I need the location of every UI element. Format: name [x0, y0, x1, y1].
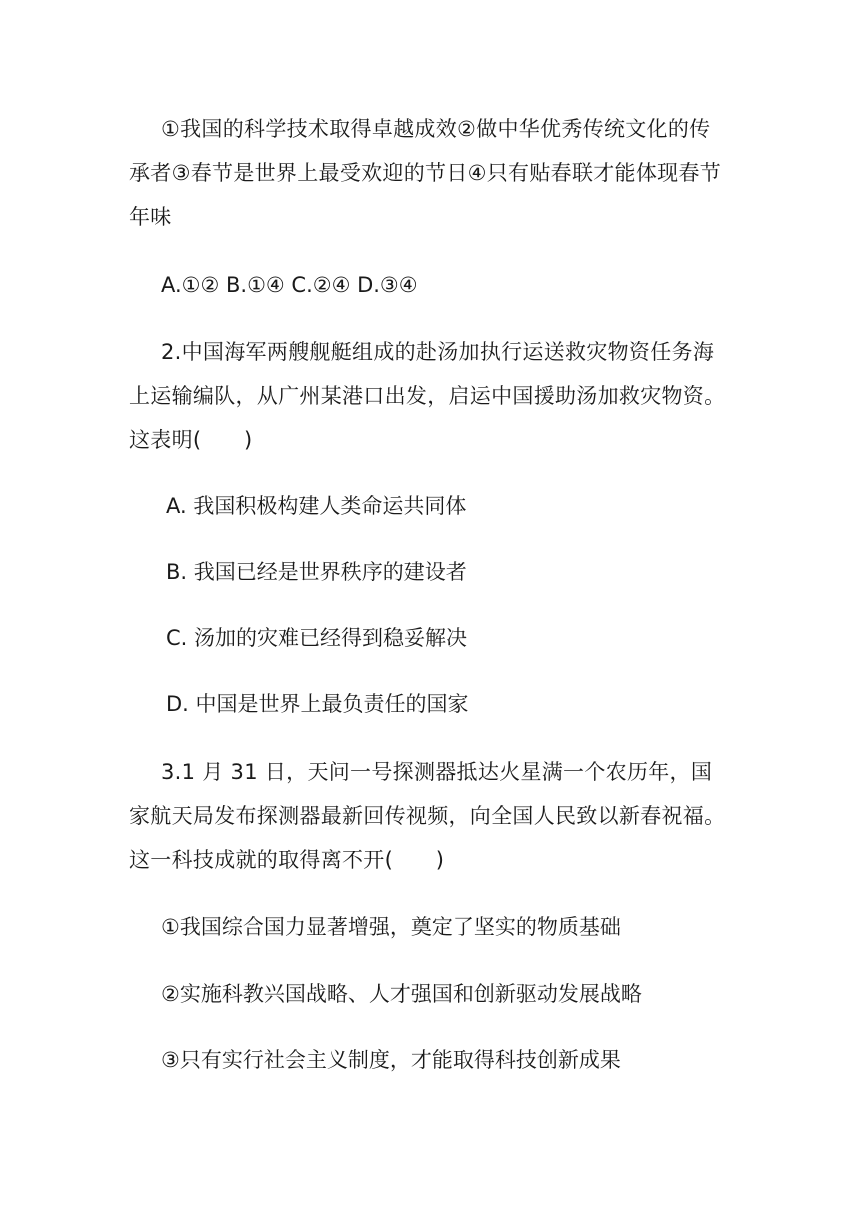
- q1-choices: A.①② B.①④ C.②④ D.③④: [161, 273, 418, 297]
- q3-statement-3: ③只有实行社会主义制度，才能取得科技创新成果: [161, 1048, 621, 1072]
- q3-stem: 3.1 月 31 日，天问一号探测器抵达火星满一个农历年，国家航天局发布探测器最新回传视频，向全国人民致以新春祝福。这一科技成就的取得离不开( ): [129, 760, 726, 872]
- q3-statement-1: ①我国综合国力显著增强，奠定了坚实的物质基础: [161, 915, 621, 939]
- q2-stem: 2.中国海军两艘舰艇组成的赴汤加执行运送救灾物资任务海上运输编队，从广州某港口出发，启运中国援助汤加救灾物资。这表明( ): [129, 340, 726, 452]
- q3-statement-2: ②实施科教兴国战略、人才强国和创新驱动发展战略: [161, 982, 642, 1006]
- q1-statements: ①我国的科学技术取得卓越成效②做中华优秀传统文化的传承者③春节是世界上最受欢迎的节日④只有贴春联才能体现春节年味: [129, 117, 722, 229]
- q2-option-d: D. 中国是世界上最负责任的国家: [166, 692, 469, 716]
- q2-option-c: C. 汤加的灾难已经得到稳妥解决: [166, 626, 468, 650]
- q2-option-a: A. 我国积极构建人类命运共同体: [166, 494, 467, 518]
- q2-option-b: B. 我国已经是世界秩序的建设者: [166, 560, 467, 584]
